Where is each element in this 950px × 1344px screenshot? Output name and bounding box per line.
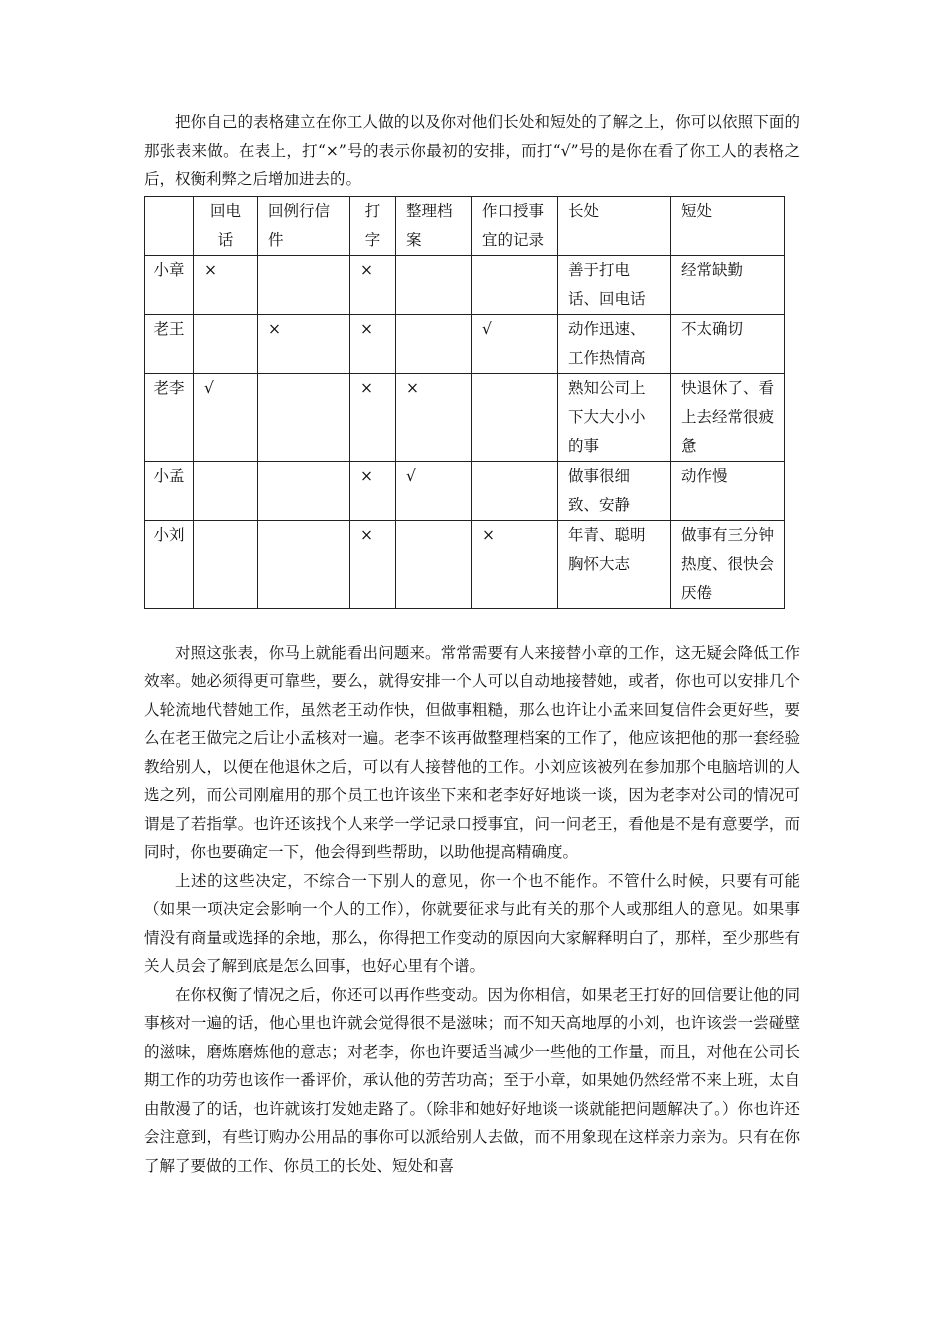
body-paragraph: 上述的这些决定，不综合一下别人的意见，你一个也不能作。不管什么时候，只要有可能（如果一项决定会影响一个人的工作），你就要征求与此有关的那个人或那组人的意见。如果事情没有商量或选择的余地，那么，你得把工作变动的原因向大家解释明白了，那样，至少那些有关人员会了解到底是怎么回事，也好心里有个谱。: [144, 871, 800, 975]
document-page: [144, 108, 800, 1180]
phone-mark: [194, 520, 258, 608]
header-cell-files: 整理档案: [396, 196, 472, 255]
employee-name: 小章: [145, 255, 194, 314]
header-cell-strengths: 长处: [558, 196, 671, 255]
strengths-cell: 熟知公司上下大大小小的事: [558, 373, 671, 461]
phone-mark: √: [194, 373, 258, 461]
weaknesses-cell: 经常缺勤: [671, 255, 785, 314]
weaknesses-cell: 动作慢: [671, 461, 785, 520]
typing-mark: ×: [350, 255, 396, 314]
strengths-cell: 动作迅速、工作热情高: [558, 314, 671, 373]
weaknesses-cell: 快退休了、看上去经常很疲惫: [671, 373, 785, 461]
phone-mark: ×: [194, 255, 258, 314]
dictation-mark: [472, 461, 558, 520]
header-cell-name: [145, 196, 194, 255]
header-cell-weaknesses: 短处: [671, 196, 785, 255]
files-mark: [396, 314, 472, 373]
letters-mark: [258, 373, 350, 461]
body-paragraph: 在你权衡了情况之后，你还可以再作些变动。因为你相信，如果老王打好的回信要让他的同事核对一遍的话，他心里也许就会觉得很不是滋味；而不知天高地厚的小刘，也许该尝一尝碰壁的滋味，磨炼磨炼他的意志；对老李，你也许要适当减少一些他的工作量，而且，对他在公司长期工作的功劳也该作一番评价，承认他的劳苦功高；至于小章，如果她仍然经常不来上班，太自由散漫了的话，也许就该打发她走路了。（除非和她好好地谈一谈就能把问题解决了。）你也许还会注意到，有些订购办公用品的事你可以派给别人去做，而不用象现在这样亲力亲为。只有在你了解了要做的工作、你员工的长处、短处和喜: [144, 985, 800, 1175]
typing-mark: ×: [350, 314, 396, 373]
table-row: [145, 314, 785, 373]
header-cell-letters: 回例行信件: [258, 196, 350, 255]
employee-name: 小孟: [145, 461, 194, 520]
header-cell-phone: 回电话: [194, 196, 258, 255]
weaknesses-cell: 做事有三分钟热度、很快会厌倦: [671, 520, 785, 608]
typing-mark: ×: [350, 373, 396, 461]
table-header-row: [145, 196, 785, 255]
files-mark: ×: [396, 373, 472, 461]
phone-mark: [194, 314, 258, 373]
header-cell-typing: 打字: [350, 196, 396, 255]
dictation-mark: ×: [472, 520, 558, 608]
employee-name: 老李: [145, 373, 194, 461]
files-mark: [396, 255, 472, 314]
letters-mark: [258, 520, 350, 608]
table-row: [145, 373, 785, 461]
intro-paragraph: 把你自己的表格建立在你工人做的以及你对他们长处和短处的了解之上，你可以依照下面的那张表来做。在表上，打“×”号的表示你最初的安排，而打“√”号的是你在看了你工人的表格之后，权衡利弊之后增加进去的。: [144, 113, 800, 188]
typing-mark: ×: [350, 520, 396, 608]
table-row: [145, 255, 785, 314]
files-mark: √: [396, 461, 472, 520]
dictation-mark: [472, 255, 558, 314]
employee-name: 小刘: [145, 520, 194, 608]
phone-mark: [194, 461, 258, 520]
letters-mark: [258, 461, 350, 520]
typing-mark: ×: [350, 461, 396, 520]
strengths-cell: 善于打电话、回电话: [558, 255, 671, 314]
strengths-cell: 年青、聪明胸怀大志: [558, 520, 671, 608]
dictation-mark: √: [472, 314, 558, 373]
letters-mark: ×: [258, 314, 350, 373]
table-row: [145, 461, 785, 520]
strengths-cell: 做事很细致、安静: [558, 461, 671, 520]
files-mark: [396, 520, 472, 608]
dictation-mark: [472, 373, 558, 461]
letters-mark: [258, 255, 350, 314]
header-cell-dictation: 作口授事宜的记录: [472, 196, 558, 255]
body-paragraph: 对照这张表，你马上就能看出问题来。常常需要有人来接替小章的工作，这无疑会降低工作效率。她必须得更可靠些，要么，就得安排一个人可以自动地接替她，或者，你也可以安排几个人轮流地代替她工作，虽然老王动作快，但做事粗糙，那么也许让小孟来回复信件会更好些，要么在老王做完之后让小孟核对一遍。老李不该再做整理档案的工作了，他应该把他的那一套经验教给别人，以便在他退休之后，可以有人接替他的工作。小刘应该被列在参加那个电脑培训的人选之列，而公司刚雇用的那个员工也许该坐下来和老李好好地谈一谈，因为老李对公司的情况可谓是了若指掌。也许还该找个人来学一学记录口授事宜，问一问老王，看他是不是有意要学，而同时，你也要确定一下，他会得到些帮助，以助他提高精确度。: [144, 643, 800, 861]
staff-task-table: [144, 196, 785, 609]
weaknesses-cell: 不太确切: [671, 314, 785, 373]
table-row: [145, 520, 785, 608]
employee-name: 老王: [145, 314, 194, 373]
